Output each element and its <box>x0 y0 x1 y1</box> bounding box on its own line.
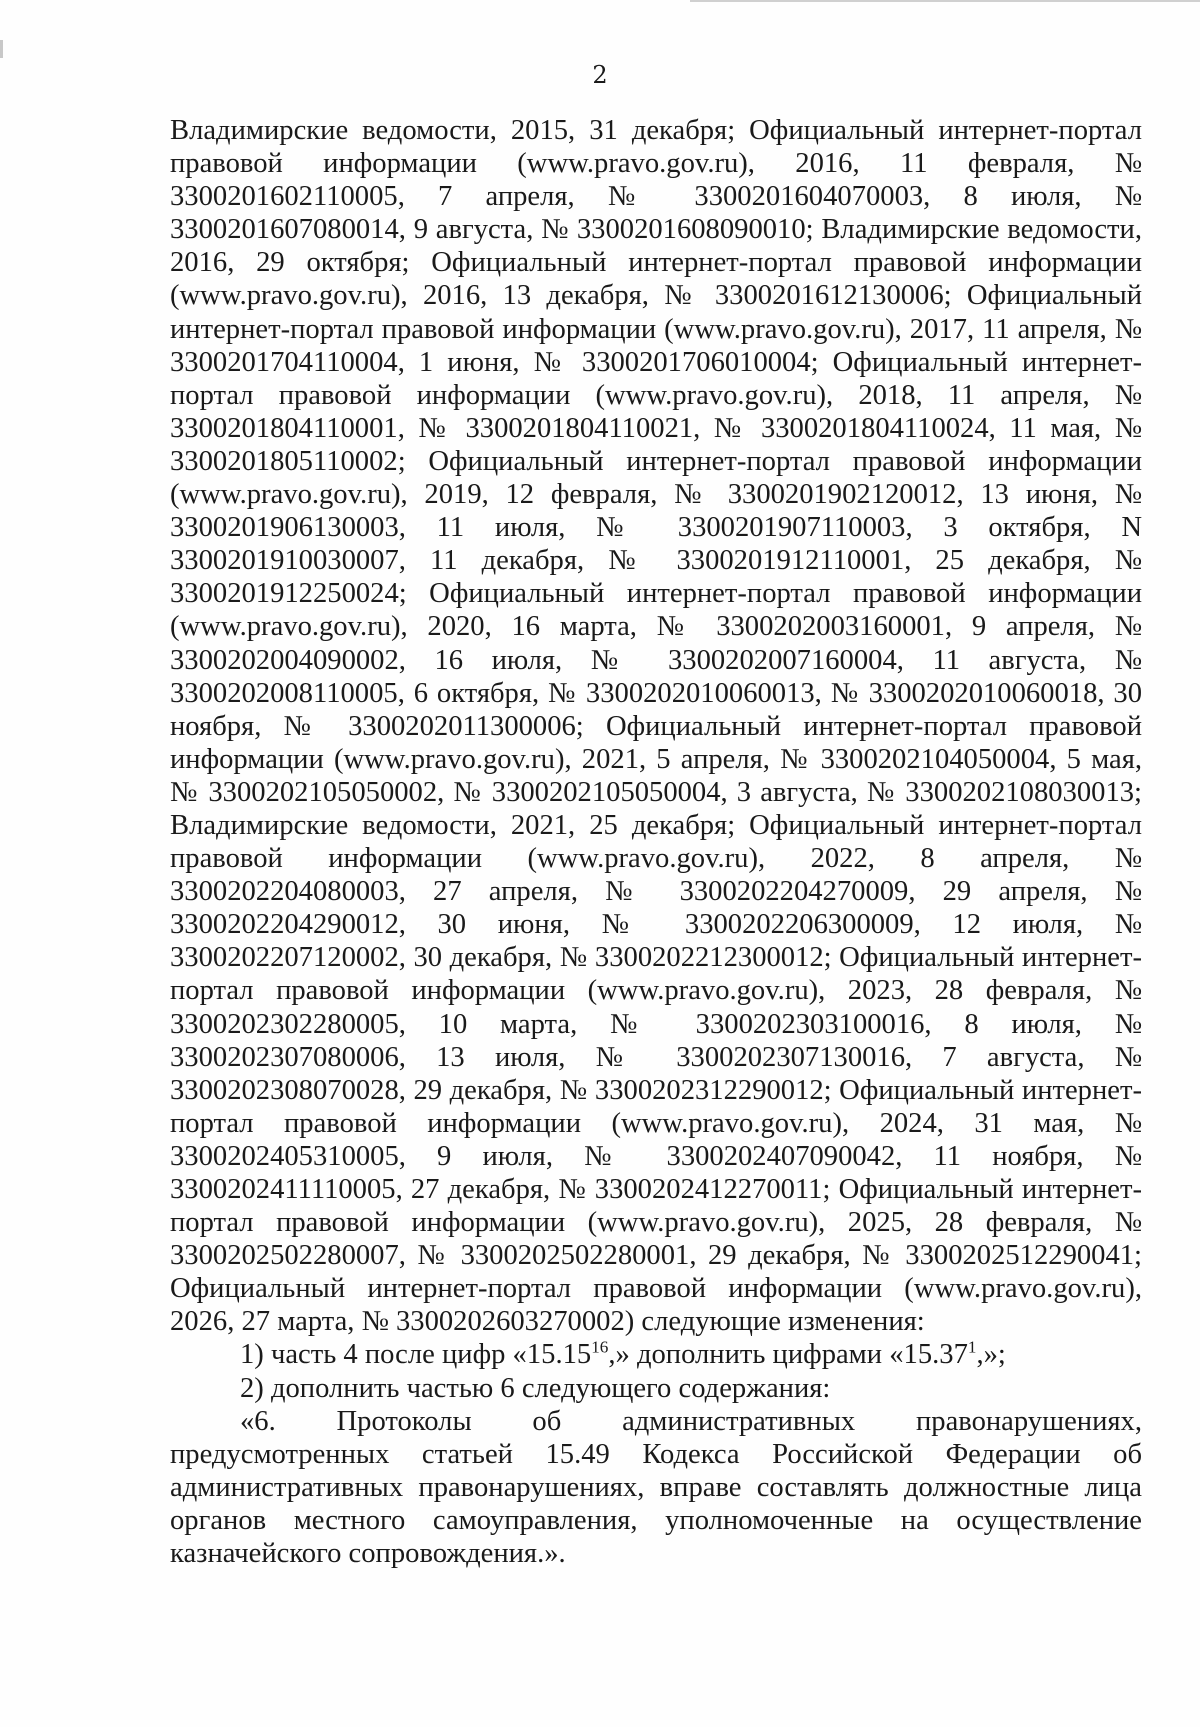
scan-edge-mark <box>0 40 3 58</box>
page-number: 2 <box>592 61 608 89</box>
item1-superscript-2: 1 <box>967 1337 977 1357</box>
item1-before: 1) часть 4 после цифр «15.15 <box>240 1339 592 1371</box>
amendment-item-2: 2) дополнить частью 6 следующего содержания: <box>240 1372 831 1404</box>
item1-after: ,»; <box>976 1339 1006 1371</box>
intro-paragraph: Владимирские ведомости, 2015, 31 декабря; Официальный интернет-портал правовой информации (www.pravo.gov.ru), 2016, 11 февраля, № 3300201602110005, 7 апреля, № 3300201604070003, 8 июля, № 3300201607080014, 9 августа, № 3300201608090010; Владимирские ведомости, 2016, 29 октября; Официальный интернет-портал правовой информации (www.pravo.gov.ru), 2016, 13 декабря, № 3300201612130006; Официальный интернет-портал правовой информации (www.pravo.gov.ru), 2017, 11 апреля, № 3300201704110004, 1 июня, № 3300201706010004; Официальный интернет-портал правовой информации (www.pravo.gov.ru), 2018, 11 апреля, № 3300201804110001, № 3300201804110021, № 3300201804110024, 11 мая, № 3300201805110002; Официальный интернет-портал правовой информации (www.pravo.gov.ru), 2019, 12 февраля, № 3300201902120012, 13 июня, № 3300201906130003, 11 июля, № 3300201907110003, 3 октября, N 3300201910030007, 11 декабря, № 3300201912110001, 25 декабря, № 3300201912250024; Официальный интернет-портал правовой информации (www.pravo.gov.ru), 2020, 16 марта, № 3300202003160001, 9 апреля, № 3300202004090002, 16 июля, № 3300202007160004, 11 августа, № 3300202008110005, 6 октября, № 3300202010060013, № 3300202010060018, 30 ноября, № 3300202011300006; Официальный интернет-портал правовой информации (www.pravo.gov.ru), 2021, 5 апреля, № 3300202104050004, 5 мая, № 3300202105050002, № 3300202105050004, 3 августа, № 3300202108030013; Владимирские ведомости, 2021, 25 декабря; Официальный интернет-портал правовой информации (www.pravo.gov.ru), 2022, 8 апреля, № 3300202204080003, 27 апреля, № 3300202204270009, 29 апреля, № 3300202204290012, 30 июня, № 3300202206300009, 12 июля, № 3300202207120002, 30 декабря, № 3300202212300012; Официальный интернет-портал правовой информации (www.pravo.gov.ru), 2023, 28 февраля, № 3300202302280005, 10 марта, № 3300202303100016, 8 июля, № 3300202307080006, 13 июля, № 3300202307130016, 7 августа, № 3300202308070028, 29 декабря, № 3300202312290012; Официальный интернет-портал правовой информации (www.pravo.gov.ru), 2024, 31 мая, № 3300202405310005, 9 июля, № 3300202407090042, 11 ноября, № 3300202411110005, 27 декабря, № 3300202412270011; Официальный интернет-портал правовой информации (www.pravo.gov.ru), 2025, 28 февраля, № 3300202502280007, № 3300202502280001, 29 декабря, № 3300202512290041; Официальный интернет-портал правовой информации (www.pravo.gov.ru), 2026, 27 марта, № 3300202603270002) следующие изменения: <box>170 115 1142 1338</box>
item1-superscript-1: 16 <box>591 1337 609 1357</box>
amendment-item-1 <box>170 1338 1142 1371</box>
item1-middle: ,» дополнить цифрами «15.37 <box>608 1339 968 1371</box>
quoted-new-part: «6. Протоколы об административных правонарушениях, предусмотренных статьей 15.49 Кодекса Российской Федерации об административных правонарушениях, вправе составлять должностные лица органов местного самоуправления, уполномоченные на осуществление казначейского сопровождения.». <box>170 1405 1142 1570</box>
scan-edge-line <box>690 0 1200 2</box>
document-body <box>170 114 1142 1570</box>
